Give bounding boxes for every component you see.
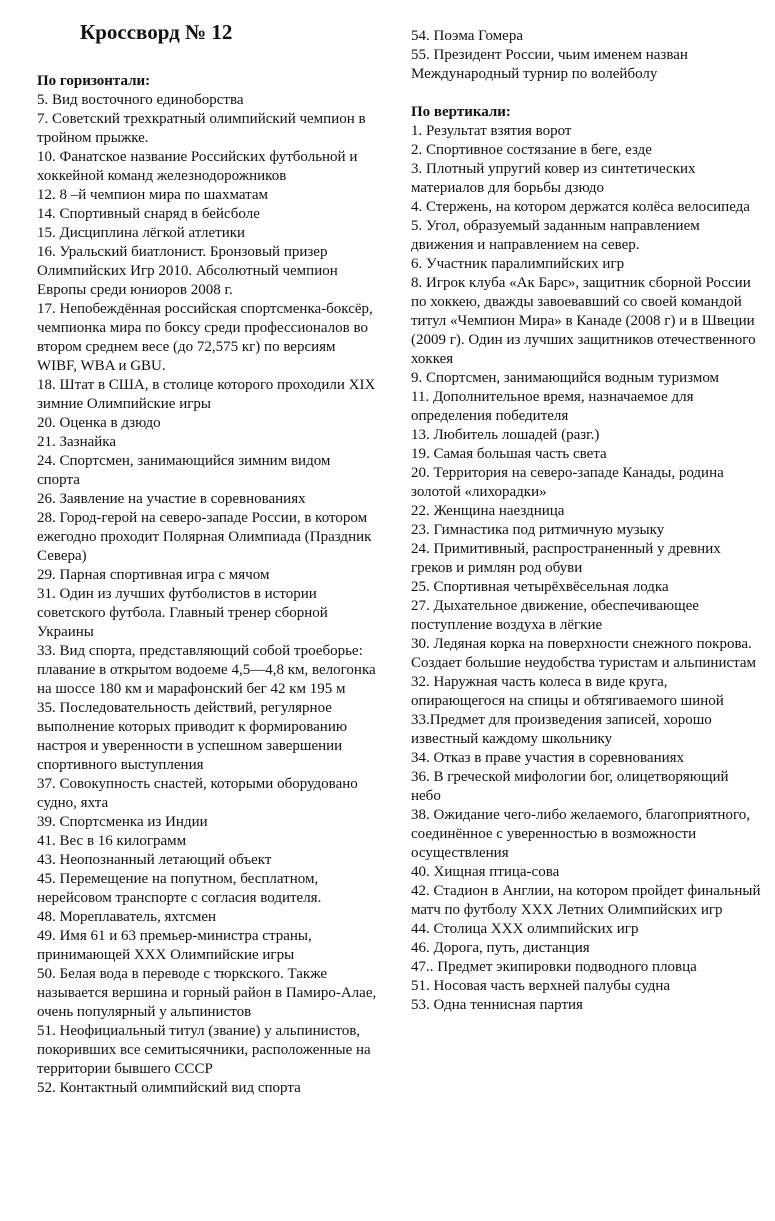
down-clue: 4. Стержень, на котором держатся колёса велосипеда	[411, 199, 750, 215]
across-clue: 5. Вид восточного единоборства	[37, 92, 244, 108]
down-clue: 32. Наружная часть колеса в виде круга, опирающегося на спицы и обтягиваемого шиной	[411, 674, 724, 709]
across-clue: 50. Белая вода в переводе с тюркского. Также называется вершина и горный район в Памиро-Алае, очень популярный у альпинистов	[37, 966, 377, 1020]
down-clue-list	[411, 122, 761, 1015]
down-clue: 53. Одна теннисная партия	[411, 997, 583, 1013]
down-clue: 38. Ожидание чего-либо желаемого, благоприятного, соединённое с уверенностью в возможности осуществления	[411, 807, 750, 861]
across-clue: 26. Заявление на участие в соревнованиях	[37, 491, 306, 507]
across-clue: 48. Мореплаватель, яхтсмен	[37, 909, 217, 925]
across-clue-list	[37, 91, 377, 1098]
across-heading: По горизонтали:	[37, 73, 151, 89]
across-clue: 20. Оценка в дзюдо	[37, 415, 161, 431]
down-clue: 2. Спортивное состязание в беге, езде	[411, 142, 652, 158]
across-clue: 28. Город-герой на северо-западе России, в котором ежегодно проходит Полярная Олимпиада (Праздник Севера)	[37, 510, 372, 564]
across-clue: 55. Президент России, чьим именем назван Международный турнир по волейболу	[411, 47, 688, 82]
across-clue: 35. Последовательность действий, регулярное выполнение которых приводит к формированию настроя и уверенности в успешном завершении спортивного выступления	[37, 700, 348, 773]
down-clue: 46. Дорога, путь, дистанция	[411, 940, 590, 956]
across-clue: 49. Имя 61 и 63 премьер-министра страны, принимающей XXX Олимпийские игры	[37, 928, 312, 963]
down-clue: 23. Гимнастика под ритмичную музыку	[411, 522, 665, 538]
across-clue: 16. Уральский биатлонист. Бронзовый призер Олимпийских Игр 2010. Абсолютный чемпион Европы среди юниоров 2008 г.	[37, 244, 338, 298]
down-clue: 30. Ледяная корка на поверхности снежного покрова. Создает большие неудобства туристам и альпинистам	[411, 636, 757, 671]
across-clue: 43. Неопознанный летающий объект	[37, 852, 272, 868]
down-clue: 1. Результат взятия ворот	[411, 123, 572, 139]
down-clue: 51. Носовая часть верхней палубы судна	[411, 978, 671, 994]
down-clue: 9. Спортсмен, занимающийся водным туризмом	[411, 370, 720, 386]
across-clue: 33. Вид спорта, представляющий собой троеборье: плавание в открытом водоеме 4,5—4,8 км, велогонка на шоссе 180 км и марафонский бег 42 км 195 м	[37, 643, 376, 697]
down-clue: 42. Стадион в Англии, на котором пройдет финальный матч по футболу XXX Летних Олимпийских игр	[411, 883, 761, 918]
across-clue: 54. Поэма Гомера	[411, 28, 523, 44]
down-clue: 20. Территория на северо-западе Канады, родина золотой «лихорадки»	[411, 465, 724, 500]
down-clue: 47.. Предмет экипировки подводного пловца	[411, 959, 697, 975]
down-clue: 6. Участник паралимпийских игр	[411, 256, 625, 272]
across-clue: 41. Вес в 16 килограмм	[37, 833, 187, 849]
across-clue: 31. Один из лучших футболистов в истории советского футбола. Главный тренер сборной Украины	[37, 586, 328, 640]
down-clue: 22. Женщина наездница	[411, 503, 565, 519]
page-title: Кроссворд № 12	[80, 20, 233, 44]
down-clue: 36. В греческой мифологии бог, олицетворяющий небо	[411, 769, 729, 804]
down-clue: 19. Самая большая часть света	[411, 446, 607, 462]
down-clue: 24. Примитивный, распространенный у древних греков и римлян род обуви	[411, 541, 721, 576]
down-clue: 40. Хищная птица-сова	[411, 864, 560, 880]
down-clue: 5. Угол, образуемый заданным направлением движения и направлением на север.	[411, 218, 700, 253]
across-clue: 7. Советский трехкратный олимпийский чемпион в тройном прыжке.	[37, 111, 366, 146]
across-clue: 24. Спортсмен, занимающийся зимним видом спорта	[37, 453, 331, 488]
across-clue: 21. Зазнайка	[37, 434, 117, 450]
across-clue: 45. Перемещение на попутном, бесплатном, нерейсовом транспорте с согласия водителя.	[37, 871, 322, 906]
down-clue: 27. Дыхательное движение, обеспечивающее поступление воздуха в лёгкие	[411, 598, 699, 633]
down-heading: По вертикали:	[411, 104, 511, 120]
across-clue-list-continued	[411, 27, 761, 84]
across-clue: 51. Неофициальный титул (звание) у альпинистов, покоривших все семитысячники, расположенные на территории бывшего СССР	[37, 1023, 371, 1077]
down-clue: 11. Дополнительное время, назначаемое для определения победителя	[411, 389, 694, 424]
across-clue: 29. Парная спортивная игра с мячом	[37, 567, 270, 583]
down-clue: 25. Спортивная четырёхвёсельная лодка	[411, 579, 669, 595]
across-clue: 39. Спортсменка из Индии	[37, 814, 208, 830]
across-clue: 17. Непобеждённая российская спортсменка-боксёр, чемпионка мира по боксу среди профессионалов во втором среднем весе (до 72,575 кг) по версиям WIBF, WBA и GBU.	[37, 301, 373, 374]
down-clue: 44. Столица XXX олимпийских игр	[411, 921, 639, 937]
down-clue: 13. Любитель лошадей (разг.)	[411, 427, 600, 443]
across-clue: 37. Совокупность снастей, которыми оборудовано судно, яхта	[37, 776, 358, 811]
across-clue: 52. Контактный олимпийский вид спорта	[37, 1080, 301, 1096]
across-clue: 14. Спортивный снаряд в бейсболе	[37, 206, 260, 222]
down-clue: 34. Отказ в праве участия в соревнованиях	[411, 750, 685, 766]
across-clue: 10. Фанатское название Российских футбольной и хоккейной команд железнодорожников	[37, 149, 358, 184]
across-clue: 18. Штат в США, в столице которого проходили XIX зимние Олимпийские игры	[37, 377, 376, 412]
down-clue: 8. Игрок клуба «Ак Барс», защитник сборной России по хоккею, дважды завоевавший со своей командой титул «Чемпион Мира» в Канаде (2008 г) и в Швеции (2009 г). Один из лучших защитников отечественного хоккея	[411, 275, 756, 367]
down-clue: 3. Плотный упругий ковер из синтетических материалов для борьбы дзюдо	[411, 161, 696, 196]
across-clue: 15. Дисциплина лёгкой атлетики	[37, 225, 246, 241]
across-clue: 12. 8 –й чемпион мира по шахматам	[37, 187, 269, 203]
down-clue: 33.Предмет для произведения записей, хорошо известный каждому школьнику	[411, 712, 712, 747]
